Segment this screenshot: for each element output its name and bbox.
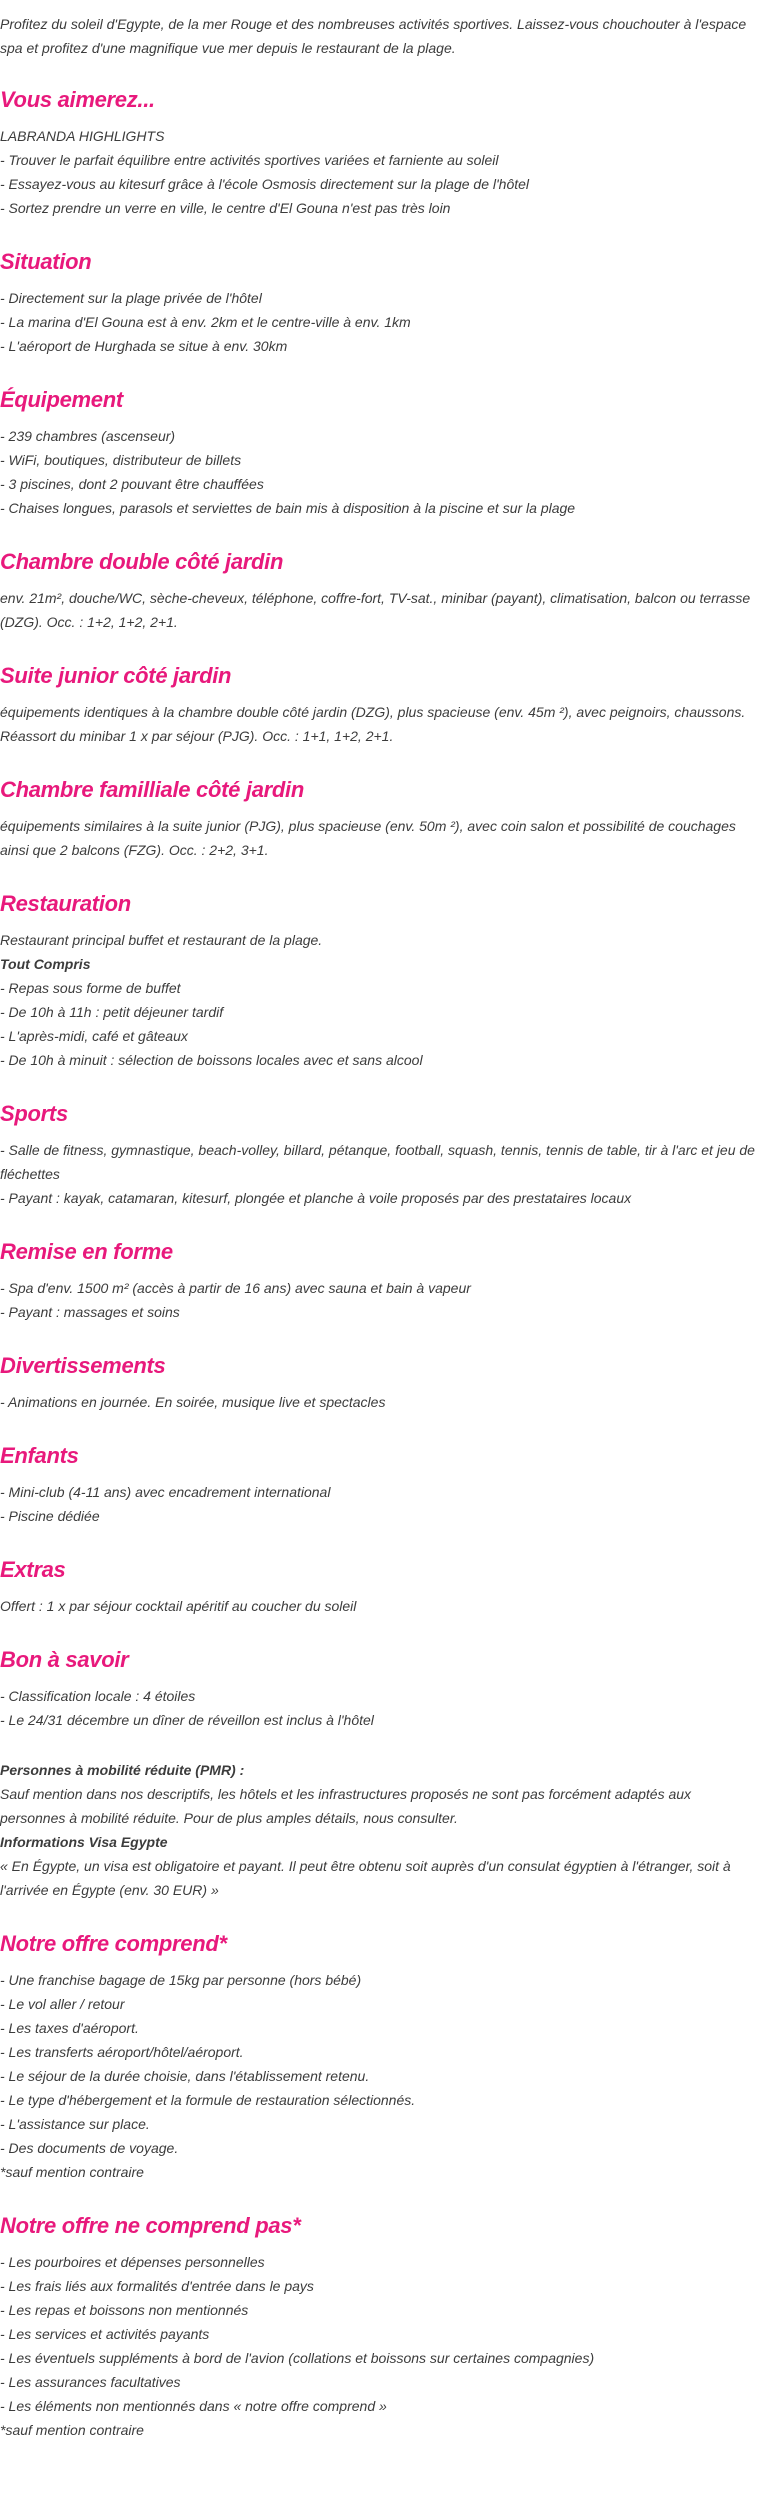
spacer (0, 1732, 758, 1758)
section-bon-a-savoir (0, 1646, 758, 1902)
section-title: Chambre familliale côté jardin (0, 777, 304, 802)
section-title: Divertissements (0, 1353, 166, 1378)
list-item: - Une franchise bagage de 15kg par personne (hors bébé) (0, 1972, 362, 1988)
section-restauration (0, 890, 758, 1072)
list-item: - Spa d'env. 1500 m² (accès à partir de 16 ans) avec sauna et bain à vapeur (0, 1280, 471, 1296)
section-title: Sports (0, 1101, 68, 1126)
pmr-title: Personnes à mobilité réduite (PMR) : (0, 1762, 245, 1778)
section-divertissements (0, 1352, 758, 1414)
list-item: - Chaises longues, parasols et serviettes de bain mis à disposition à la piscine et sur la plage (0, 500, 576, 516)
list-item: - L'assistance sur place. (0, 2116, 150, 2132)
section-vous-aimerez (0, 86, 758, 220)
footnote: *sauf mention contraire (0, 2422, 144, 2438)
list-item: - Le vol aller / retour (0, 1996, 125, 2012)
list-item: - Salle de fitness, gymnastique, beach-volley, billard, pétanque, football, squash, tennis, tennis de table, tir à l'arc et jeu de fléchettes (0, 1142, 755, 1182)
list-item: - De 10h à 11h : petit déjeuner tardif (0, 1004, 224, 1020)
section-enfants (0, 1442, 758, 1528)
list-item: - Les transferts aéroport/hôtel/aéroport. (0, 2044, 244, 2060)
section-title: Suite junior côté jardin (0, 663, 232, 688)
section-title: Bon à savoir (0, 1647, 129, 1672)
list-item: - De 10h à minuit : sélection de boissons locales avec et sans alcool (0, 1052, 423, 1068)
list-item: - La marina d'El Gouna est à env. 2km et le centre-ville à env. 1km (0, 314, 411, 330)
list-item: - Les éventuels suppléments à bord de l'avion (collations et boissons sur certaines compagnies) (0, 2350, 595, 2366)
list-item: - Animations en journée. En soirée, musique live et spectacles (0, 1394, 386, 1410)
list-item: Offert : 1 x par séjour cocktail apéritif au coucher du soleil (0, 1598, 357, 1614)
list-item: - Essayez-vous au kitesurf grâce à l'école Osmosis directement sur la plage de l'hôtel (0, 176, 530, 192)
list-item: - Sortez prendre un verre en ville, le centre d'El Gouna n'est pas très loin (0, 200, 451, 216)
section-offre-comprend (0, 1930, 758, 2184)
formula-label: Tout Compris (0, 956, 91, 972)
section-title: Notre offre comprend* (0, 1931, 227, 1956)
list-item: - Des documents de voyage. (0, 2140, 179, 2156)
list-item: - Trouver le parfait équilibre entre activités sportives variées et farniente au soleil (0, 152, 499, 168)
list-item: - Le type d'hébergement et la formule de restauration sélectionnés. (0, 2092, 416, 2108)
highlights-label: LABRANDA HIGHLIGHTS (0, 128, 165, 144)
list-item: - Mini-club (4-11 ans) avec encadrement international (0, 1484, 331, 1500)
section-extras (0, 1556, 758, 1618)
section-title: Remise en forme (0, 1239, 173, 1264)
list-item: - Repas sous forme de buffet (0, 980, 181, 996)
section-remise-en-forme (0, 1238, 758, 1324)
room-description: équipements identiques à la chambre double côté jardin (DZG), plus spacieuse (env. 45m ²), avec peignoirs, chaussons. Réassort du minibar 1 x par séjour (PJG). Occ. : 1+1, 1+2, 2+1. (0, 704, 746, 744)
list-item: - Les assurances facultatives (0, 2374, 181, 2390)
list-item: - 239 chambres (ascenseur) (0, 428, 176, 444)
footnote: *sauf mention contraire (0, 2164, 144, 2180)
section-equipement (0, 386, 758, 520)
list-item: - Classification locale : 4 étoiles (0, 1688, 196, 1704)
visa-text: « En Égypte, un visa est obligatoire et payant. Il peut être obtenu soit auprès d'un consulat égyptien à l'étranger, soit à l'arrivée en Égypte (env. 30 EUR) » (0, 1858, 731, 1898)
pmr-text: Sauf mention dans nos descriptifs, les hôtels et les infrastructures proposés ne sont pas forcément adaptés aux personnes à mobilité réduite. Pour de plus amples détails, nous consulter. (0, 1786, 692, 1826)
list-item: - 3 piscines, dont 2 pouvant être chauffées (0, 476, 264, 492)
list-item: - Payant : kayak, catamaran, kitesurf, plongée et planche à voile proposés par des prestataires locaux (0, 1190, 632, 1206)
section-title: Chambre double côté jardin (0, 549, 284, 574)
section-title: Vous aimerez... (0, 87, 155, 112)
list-item: - Piscine dédiée (0, 1508, 100, 1524)
list-item: - Directement sur la plage privée de l'hôtel (0, 290, 262, 306)
section-title: Situation (0, 249, 92, 274)
room-description: équipements similaires à la suite junior (PJG), plus spacieuse (env. 50m ²), avec coin salon et possibilité de couchages ainsi que 2 balcons (FZG). Occ. : 2+2, 3+1. (0, 818, 736, 858)
section-title: Notre offre ne comprend pas* (0, 2213, 301, 2238)
restauration-text: Restaurant principal buffet et restaurant de la plage. (0, 932, 323, 948)
list-item: - WiFi, boutiques, distributeur de billets (0, 452, 242, 468)
room-description: env. 21m², douche/WC, sèche-cheveux, téléphone, coffre-fort, TV-sat., minibar (payant), climatisation, balcon ou terrasse (DZG). Occ. : 1+2, 1+2, 2+1. (0, 590, 751, 630)
section-title: Enfants (0, 1443, 79, 1468)
list-item: - Les taxes d'aéroport. (0, 2020, 139, 2036)
section-chambre-double (0, 548, 758, 634)
list-item: - Le séjour de la durée choisie, dans l'établissement retenu. (0, 2068, 370, 2084)
list-item: - Les éléments non mentionnés dans « notre offre comprend » (0, 2398, 387, 2414)
section-title: Extras (0, 1557, 66, 1582)
list-item: - Le 24/31 décembre un dîner de réveillon est inclus à l'hôtel (0, 1712, 374, 1728)
visa-title: Informations Visa Egypte (0, 1834, 168, 1850)
intro-text: Profitez du soleil d'Egypte, de la mer Rouge et des nombreuses activités sportives. Laissez-vous chouchouter à l'espace spa et profitez d'une magnifique vue mer depuis le restaurant de la plage. (0, 16, 747, 56)
section-offre-ne-comprend-pas (0, 2212, 758, 2442)
list-item: - L'aéroport de Hurghada se situe à env. 30km (0, 338, 288, 354)
section-title: Équipement (0, 387, 123, 412)
list-item: - Payant : massages et soins (0, 1304, 180, 1320)
list-item: - L'après-midi, café et gâteaux (0, 1028, 188, 1044)
section-chambre-familiale (0, 776, 758, 862)
section-situation (0, 248, 758, 358)
list-item: - Les services et activités payants (0, 2326, 210, 2342)
section-sports (0, 1100, 758, 1210)
section-title: Restauration (0, 891, 131, 916)
list-item: - Les frais liés aux formalités d'entrée dans le pays (0, 2278, 314, 2294)
list-item: - Les pourboires et dépenses personnelles (0, 2254, 265, 2270)
list-item: - Les repas et boissons non mentionnés (0, 2302, 249, 2318)
section-suite-junior (0, 662, 758, 748)
